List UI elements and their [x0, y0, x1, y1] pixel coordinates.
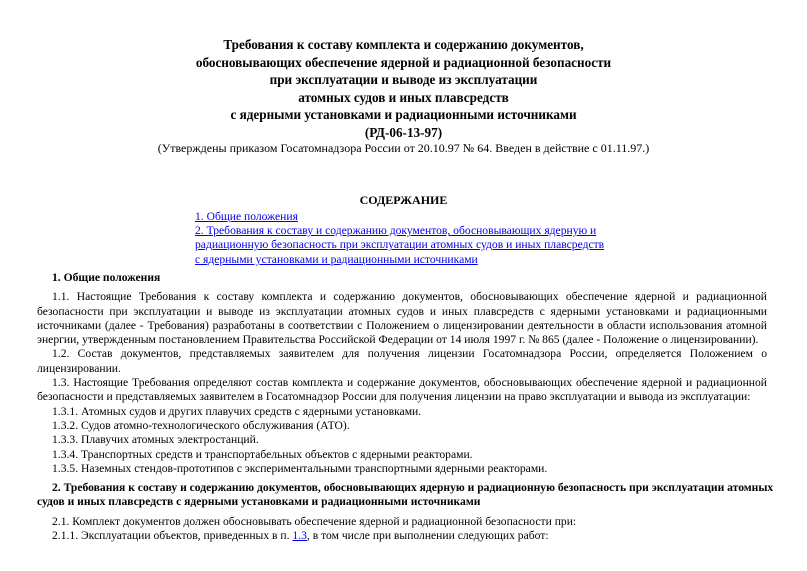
table-of-contents — [195, 210, 605, 267]
paragraph-1-1: 1.1. Настоящие Требования к составу комплекта и содержанию документов, обосновывающих обеспечение ядерной и радиационной безопасности при эксплуатации и выводе из эксплуатации атомных судов и иных плавсредств с ядерными установками и радиационными источниками (далее - Требования) разработаны в соответствии с Положением о лицензировании деятельности в области использования атомной энергии, утвержденным постановлением Правительства Российской Федерации от 14 июля 1997 г. № 865 (далее - Положение о лицензировании). — [37, 290, 767, 347]
paragraph-1-2: 1.2. Состав документов, представляемых заявителем для получения лицензии Госатомнадзора России, определяется Положением о лицензировании. — [37, 347, 767, 375]
document-code: (РД-06-13-97) — [364, 124, 443, 140]
title-line: обосновывающих обеспечение ядерной и радиационной безопасности — [195, 54, 612, 70]
list-item: 1.3.1. Атомных судов и других плавучих средств с ядерными установками. — [52, 404, 422, 418]
section-1-heading: 1. Общие положения — [52, 271, 161, 284]
title-line: при эксплуатации и выводе из эксплуатации — [269, 72, 538, 88]
section-2-heading-line: судов и иных плавсредств с ядерными установками и радиационными источниками — [37, 495, 481, 509]
list-item: 1.3.5. Наземных стендов-прототипов с экспериментальными транспортными ядерными реакторами. — [52, 461, 548, 475]
toc-link-text: радиационную безопасность при эксплуатации атомных судов и иных плавсредств — [195, 238, 605, 252]
list-item: 1.3.4. Транспортных средств и транспортабельных объектов с ядерными реакторами. — [52, 447, 473, 461]
toc-heading: СОДЕРЖАНИЕ — [359, 193, 448, 207]
section-2-heading-line: 2. Требования к составу и содержанию документов, обосновывающих ядерную и радиационную безопасность при эксплуатации атомных — [52, 481, 774, 495]
document-title — [0, 36, 807, 142]
toc-link-text: с ядерными установками и радиационными источниками — [195, 252, 478, 266]
toc-link-section-2[interactable] — [195, 224, 605, 267]
title-line: атомных судов и иных плавсредств — [298, 89, 509, 105]
paragraph-2-1: 2.1. Комплект документов должен обосновывать обеспечение ядерной и радиационной безопасности при: — [52, 514, 577, 528]
list-item: 1.3.3. Плавучих атомных электростанций. — [52, 433, 259, 447]
toc-link-text: 1. Общие положения — [195, 210, 298, 223]
title-line: с ядерными установками и радиационными источниками — [230, 107, 577, 123]
paragraph-text: , в том числе при выполнении следующих работ: — [306, 529, 549, 543]
toc-link-section-1[interactable] — [195, 210, 595, 224]
list-item: 1.3.2. Судов атомно-технологического обслуживания (АТО). — [52, 418, 350, 432]
section-2-heading — [37, 481, 774, 510]
toc-link-text: 2. Требования к составу и содержанию документов, обосновывающих ядерную и — [195, 224, 597, 238]
paragraph-2-1-1 — [37, 529, 767, 543]
link-clause-1-3[interactable]: 1.3 — [292, 529, 307, 543]
paragraph-1-3: 1.3. Настоящие Требования определяют состав комплекта и содержание документов, обосновывающих обеспечение ядерной и радиационной безопасности и представляемых заявителем в Госатомнадзор России для получения лицензии на право эксплуатации и вывода из эксплуатации: — [37, 376, 767, 404]
title-line: Требования к составу комплекта и содержанию документов, — [223, 37, 584, 52]
document-body — [37, 271, 774, 543]
approval-note: (Утверждены приказом Госатомнадзора России от 20.10.97 № 64. Введен в действие с 01.11.97.) — [157, 141, 650, 155]
paragraph-text: 2.1.1. Эксплуатации объектов, приведенных в п. — [52, 529, 290, 543]
